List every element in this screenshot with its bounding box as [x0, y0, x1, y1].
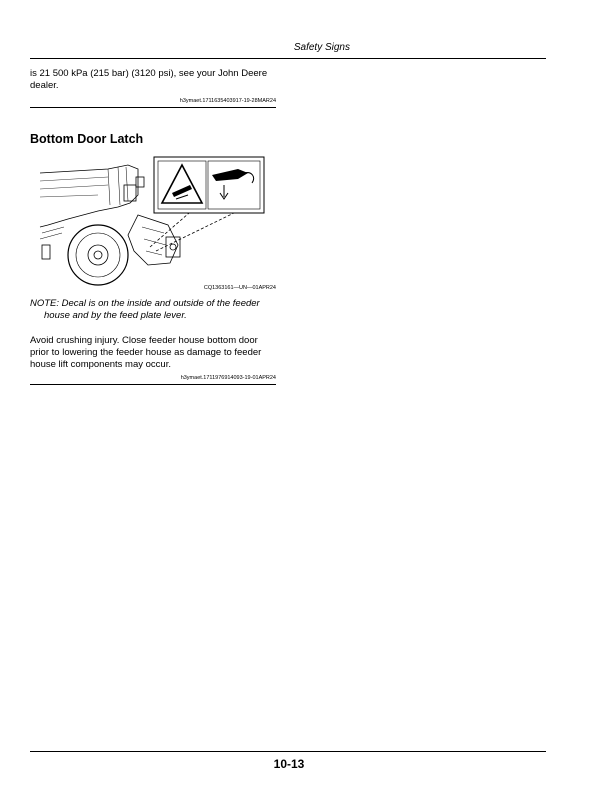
divider-2	[30, 384, 276, 385]
note-paragraph	[30, 298, 276, 322]
body-paragraph: Avoid crushing injury. Close feeder house bottom door prior to lowering the feeder house as damage to feeder house lift components may occur.	[30, 335, 262, 370]
header-rule	[30, 58, 546, 59]
header-title: Safety Signs	[293, 42, 350, 53]
combine-feeder-illustration	[38, 155, 266, 290]
note-line-1: NOTE: Decal is on the inside and outside of the feeder	[30, 298, 260, 309]
section-title: Bottom Door Latch	[30, 132, 144, 146]
page-number: 10-13	[273, 757, 305, 771]
reference-code-1: h3ymaet.1711635403917-19-28MAR24	[179, 98, 276, 104]
divider-1	[30, 107, 276, 108]
reference-code-2: h3ymaet.1711976914093-19-01APR24	[180, 375, 276, 381]
figure-id: CQ1363161—UN—01APR24	[203, 285, 276, 291]
note-line-2: house and by the feed plate lever.	[44, 310, 187, 321]
footer-rule	[30, 751, 546, 752]
intro-paragraph: is 21 500 kPa (215 bar) (3120 psi), see your John Deere dealer.	[30, 68, 268, 91]
